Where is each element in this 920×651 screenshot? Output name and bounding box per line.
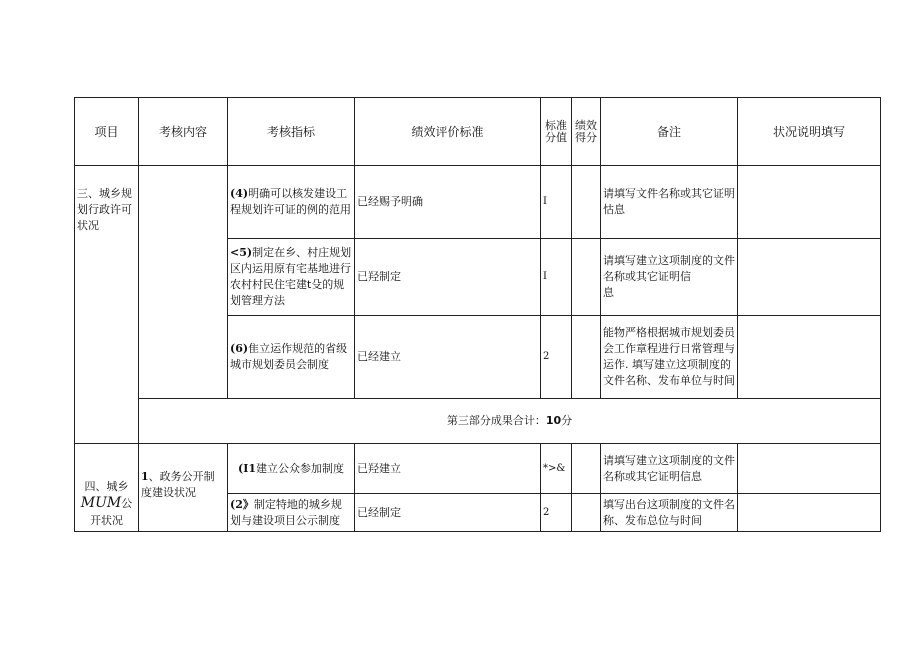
score-got-cell xyxy=(572,494,601,532)
indicator-num: <5) xyxy=(230,246,253,259)
indicator-cell xyxy=(228,316,355,399)
header-content: 考核内容 xyxy=(139,98,228,166)
section3-project-cell xyxy=(75,166,139,444)
content-num: 1 xyxy=(141,470,149,483)
remark-cell: 请填写建立这项制度的文件名称或其它证明信息 xyxy=(601,444,738,494)
score-std-cell: 2 xyxy=(541,316,572,399)
standard-cell: 已经赐予明确 xyxy=(355,166,541,239)
section3-content-cell xyxy=(139,166,228,399)
section4-project-part2: MUM xyxy=(80,495,122,511)
table-row xyxy=(75,166,881,239)
section4-project-part1: 四、城乡 xyxy=(84,480,129,493)
indicator-text: 制定特地的城乡规划与建设项目公示制度 xyxy=(230,497,342,527)
status-cell xyxy=(738,239,881,316)
section4-content-cell xyxy=(139,444,228,532)
standard-cell: 已经制定 xyxy=(355,494,541,532)
score-got-cell xyxy=(572,444,601,494)
header-indicator: 考核指标 xyxy=(228,98,355,166)
section3-total-cell xyxy=(139,399,881,444)
indicator-cell xyxy=(228,239,355,316)
section4-project-cell xyxy=(75,444,139,532)
header-standard: 绩效评价标准 xyxy=(355,98,541,166)
status-cell xyxy=(738,166,881,239)
status-cell xyxy=(738,316,881,399)
score-std-cell: *>& xyxy=(541,444,572,494)
standard-cell: 已羟建立 xyxy=(355,444,541,494)
remark-cell: 请填写文件名称或其它证明怙息 xyxy=(601,166,738,239)
indicator-num: (I1 xyxy=(237,461,256,475)
indicator-cell xyxy=(228,444,355,494)
standard-cell: 已经建立 xyxy=(355,316,541,399)
section3-total-row xyxy=(75,399,881,444)
indicator-text: 隹立运作规范的省级城市规划委员会制度 xyxy=(230,342,348,371)
standard-cell: 已羟制定 xyxy=(355,239,541,316)
header-remark: 备注 xyxy=(601,98,738,166)
score-got-cell xyxy=(572,239,601,316)
score-std-cell: 2 xyxy=(541,494,572,532)
status-cell xyxy=(738,444,881,494)
total-prefix: 第三部分成果合计： xyxy=(446,414,546,427)
indicator-text: 建立公众参加制度 xyxy=(256,461,344,475)
section4-project-part4: 开状况 xyxy=(90,514,123,527)
indicator-cell xyxy=(228,494,355,532)
header-row xyxy=(75,98,881,166)
remark-cell: 请填写建立这项制度的文件名称或其它证明信 息 xyxy=(601,239,738,316)
indicator-cell xyxy=(228,166,355,239)
total-value: 10 xyxy=(545,414,562,427)
indicator-text: 制定在乡、村庄规划区内运用原有宅基地进行农村村民住宅建t殳的规划管理方法 xyxy=(230,246,352,307)
score-std-cell: I xyxy=(541,239,572,316)
indicator-num: (6) xyxy=(230,342,249,355)
indicator-num: (2》 xyxy=(230,497,254,511)
table-row xyxy=(75,444,881,494)
score-got-cell xyxy=(572,166,601,239)
remark-cell: 填写出台这项制度的文件名称、发布总位与时间 xyxy=(601,494,738,532)
assessment-table xyxy=(74,97,881,532)
total-suffix: 分 xyxy=(561,414,573,427)
section4-project-part3: 公 xyxy=(121,497,133,510)
content-text: 、政务公开制度建设状况 xyxy=(141,470,215,499)
remark-cell: 能物严格根据城市规划委员会工作章程进行日常管理与运作. 填写建立这项制度的文件名称、发布单位与时间 xyxy=(601,316,738,399)
indicator-text: 明确可以核发建设工程规划许可证的例的范用 xyxy=(230,187,351,216)
header-project: 项目 xyxy=(75,98,139,166)
section3-project-label: 三、城乡规划行政许可状况 xyxy=(77,187,132,232)
indicator-num: (4) xyxy=(230,187,249,200)
status-cell xyxy=(738,494,881,532)
score-got-cell xyxy=(572,316,601,399)
header-score-std: 标准分值 xyxy=(541,98,572,166)
header-score-got: 绩效得分 xyxy=(572,98,601,166)
score-std-cell: I xyxy=(541,166,572,239)
header-status: 状况说明填写 xyxy=(738,98,881,166)
